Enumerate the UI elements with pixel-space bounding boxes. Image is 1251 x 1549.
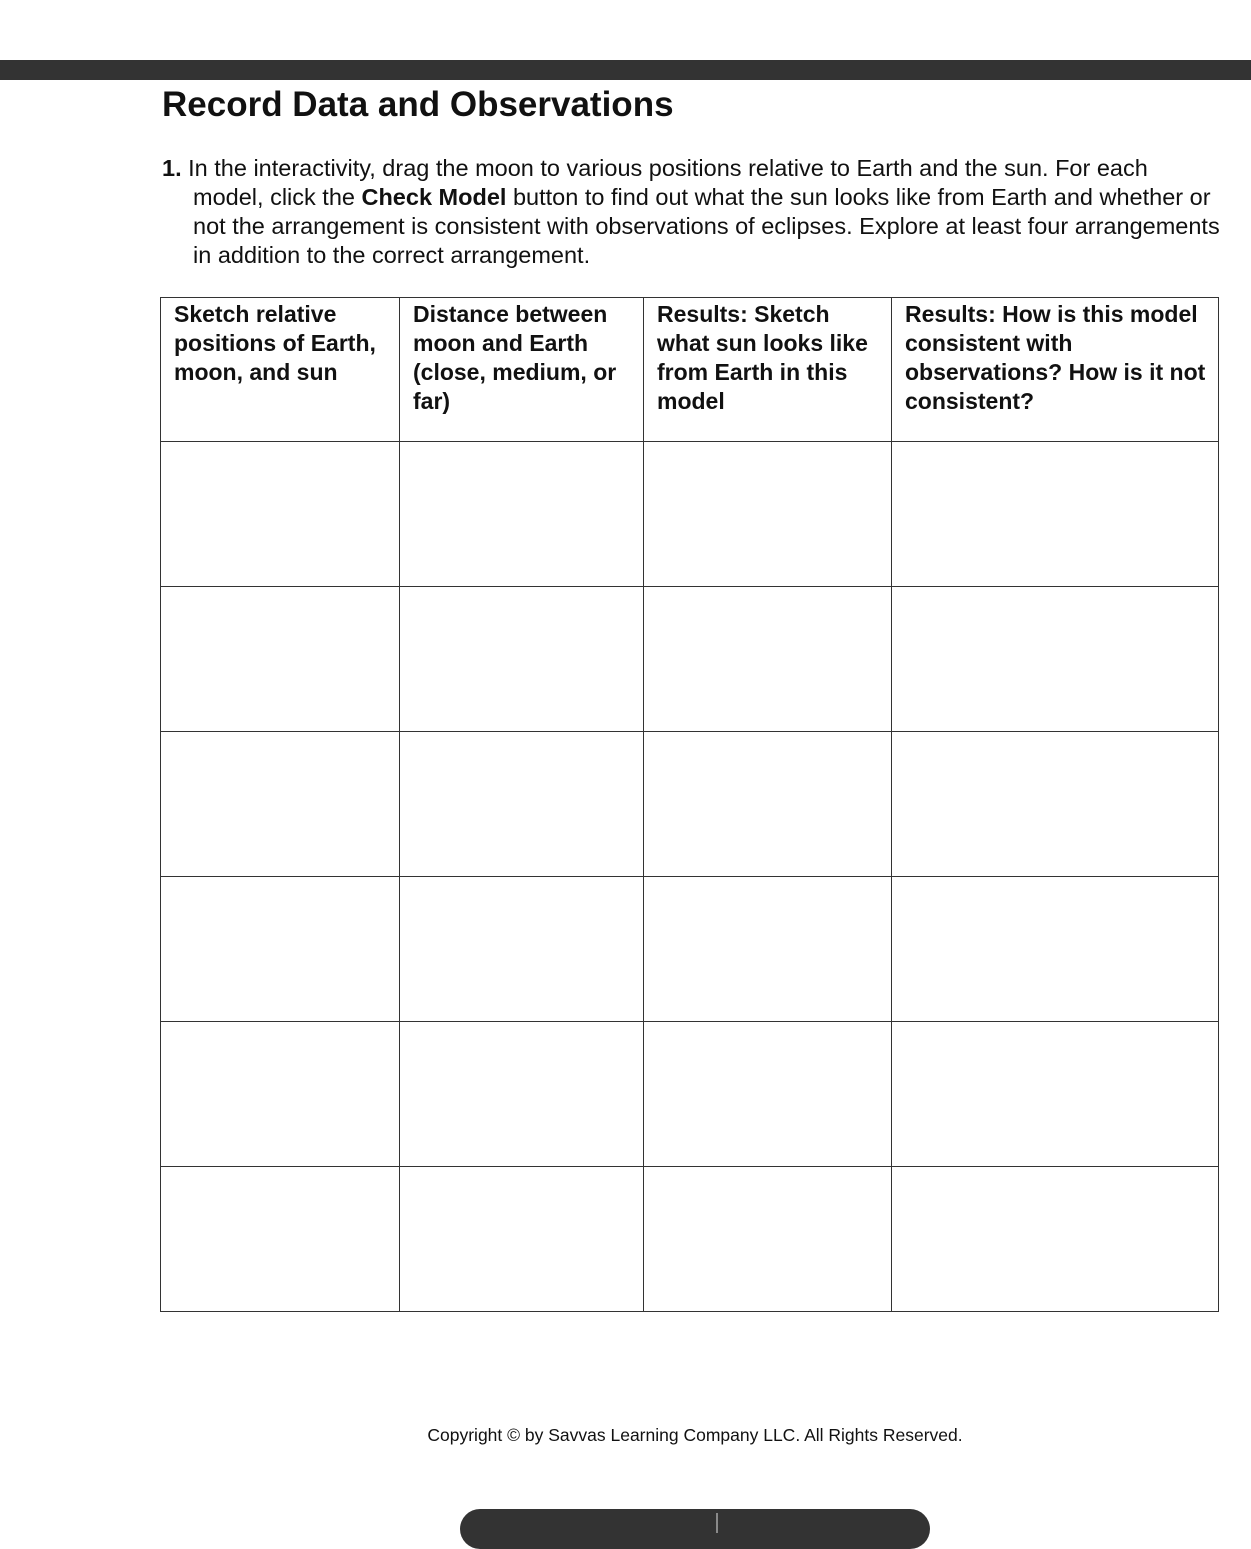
table-cell[interactable] [400, 877, 644, 1022]
table-cell[interactable] [161, 1167, 400, 1312]
table-cell[interactable] [644, 442, 892, 587]
header-sketch-positions: Sketch relative positions of Earth, moon, and sun [161, 298, 400, 442]
top-header-bar [0, 60, 1251, 80]
table-cell[interactable] [400, 1167, 644, 1312]
table-cell[interactable] [892, 1167, 1219, 1312]
table-row [161, 1167, 1219, 1312]
table-cell[interactable] [892, 442, 1219, 587]
check-model-reference: Check Model [361, 184, 507, 210]
table-row [161, 732, 1219, 877]
table-cell[interactable] [644, 732, 892, 877]
instruction-text-end: button to find out what the sun looks like from Earth and whether or not the arrangement is consistent with observations of eclipses. Explore at least four arrangements in addition to the correct arrangement. [193, 184, 1220, 268]
copyright-notice: Copyright © by Savvas Learning Company LLC. All Rights Reserved. [427, 1425, 963, 1445]
header-results-sketch: Results: Sketch what sun looks like from Earth in this model [644, 298, 892, 442]
table-cell[interactable] [644, 877, 892, 1022]
table-row [161, 587, 1219, 732]
table-row [161, 1022, 1219, 1167]
header-results-consistency: Results: How is this model consistent with observations? How is it not consistent? [892, 298, 1219, 442]
table-cell[interactable] [892, 877, 1219, 1022]
table-cell[interactable] [161, 587, 400, 732]
table-cell[interactable] [892, 587, 1219, 732]
table-header-row [161, 298, 1219, 442]
observations-table [160, 297, 1219, 1312]
instruction-number: 1. [162, 155, 182, 181]
table-row [161, 877, 1219, 1022]
table-cell[interactable] [161, 1022, 400, 1167]
table-cell[interactable] [400, 1022, 644, 1167]
header-distance: Distance between moon and Earth (close, medium, or far) [400, 298, 644, 442]
instruction-paragraph [162, 154, 1222, 270]
bottom-toolbar[interactable] [460, 1509, 930, 1549]
table-cell[interactable] [161, 442, 400, 587]
toolbar-divider [716, 1513, 718, 1533]
table-cell[interactable] [161, 732, 400, 877]
table-cell[interactable] [644, 1022, 892, 1167]
instruction-text-start: In the interactivity, drag the moon to various positions relative to Earth and the sun. For each model, click the [181, 155, 1148, 210]
table-cell[interactable] [400, 732, 644, 877]
table-cell[interactable] [400, 587, 644, 732]
table-cell[interactable] [400, 442, 644, 587]
table-cell[interactable] [644, 1167, 892, 1312]
table-cell[interactable] [892, 1022, 1219, 1167]
table-row [161, 442, 1219, 587]
page-title: Record Data and Observations [162, 85, 674, 124]
table-cell[interactable] [161, 877, 400, 1022]
table-cell[interactable] [644, 587, 892, 732]
table-cell[interactable] [892, 732, 1219, 877]
